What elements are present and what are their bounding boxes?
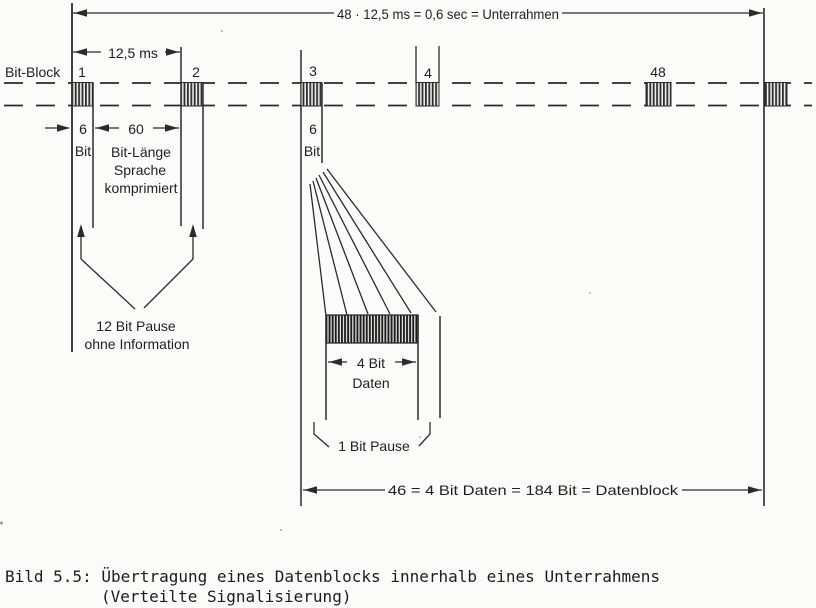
- datablock-dimension-label: 46 = 4 Bit Daten = 184 Bit = Datenblock: [388, 482, 680, 498]
- bit-block-bar-1: [72, 83, 93, 107]
- block1-bits-unit: Bit: [74, 143, 92, 159]
- arrowhead-right-icon: [166, 48, 179, 56]
- pause-pointer-right-diagonal: [144, 259, 193, 308]
- block-number-1: 1: [78, 64, 86, 80]
- arrowhead-left-icon: [304, 486, 317, 494]
- data-bits-line1: 4 Bit: [356, 355, 386, 371]
- bit-block-bar-end: [765, 83, 787, 107]
- bitblock-duration-label: 12,5 ms: [108, 45, 158, 61]
- block-number-48: 48: [650, 64, 666, 80]
- arrowhead-right-icon: [749, 9, 762, 17]
- speech-bits-value: 60: [128, 121, 144, 137]
- block1-bits-value: 6: [79, 121, 87, 137]
- speech-bits-desc2: Sprache: [113, 162, 167, 178]
- block3-bits-unit: Bit: [303, 143, 321, 159]
- arrowhead-up-icon: [189, 224, 197, 237]
- bit-block-bar-4: [416, 83, 439, 107]
- bit-pause-tick-left: [314, 422, 329, 447]
- bit-pause-label: 1 Bit Pause: [338, 438, 410, 454]
- data-bits-line2: Daten: [352, 375, 390, 391]
- speech-bits-desc1: Bit-Länge: [111, 144, 171, 160]
- figure-caption-line1: Bild 5.5: Übertragung eines Datenblocks innerhalb eines Unterrahmens: [5, 567, 661, 586]
- bitblock-label: Bit-Block: [5, 64, 61, 80]
- block-number-2: 2: [192, 64, 200, 80]
- arrowhead-right-icon: [748, 486, 761, 494]
- bit-block-bar-48: [646, 83, 671, 107]
- block-number-3: 3: [309, 63, 317, 79]
- pause-pointer-left-diagonal: [81, 259, 135, 309]
- bit-block-bar-2: [181, 83, 203, 107]
- pause-note-line1: 12 Bit Pause: [96, 318, 176, 334]
- magnified-data-bar: [326, 315, 418, 343]
- block-number-4: 4: [424, 65, 432, 81]
- arrowhead-right-icon: [165, 124, 178, 132]
- arrowhead-left-icon: [329, 358, 342, 366]
- zoom-fan-lines: [310, 169, 436, 316]
- arrowhead-left-icon: [74, 9, 87, 17]
- arrowhead-up-icon: [77, 224, 85, 237]
- arrowhead-right-icon: [57, 124, 70, 132]
- arrowhead-left-icon: [96, 124, 109, 132]
- pause-note-line2: ohne Information: [84, 336, 190, 352]
- block3-bits-value: 6: [309, 121, 317, 137]
- speech-bits-desc3: komprimiert: [104, 180, 178, 196]
- arrowhead-left-icon: [74, 48, 87, 56]
- subframe-dimension-label: 48 · 12,5 ms = 0,6 sec = Unterrahmen: [337, 6, 559, 22]
- bit-block-bar-3: [301, 83, 322, 107]
- arrowhead-right-icon: [402, 358, 415, 366]
- bit-pause-tick-right: [419, 422, 430, 446]
- figure-caption-line2: (Verteilte Signalisierung): [101, 587, 352, 606]
